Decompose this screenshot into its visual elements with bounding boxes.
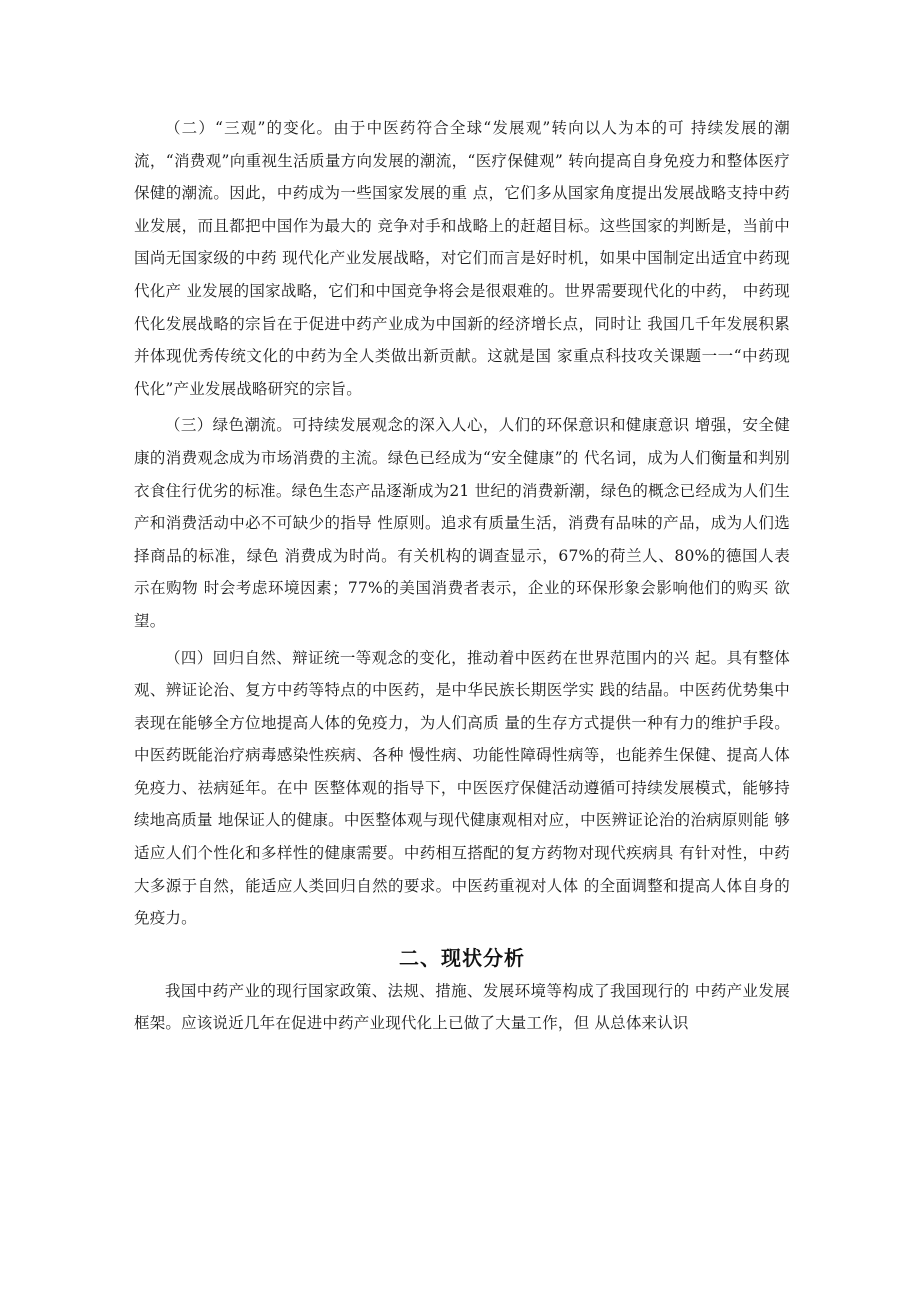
section-heading: 二、现状分析	[399, 945, 525, 970]
paragraph-status-analysis: 我国中药产业的现行国家政策、法规、措施、发展环境等构成了我国现行的 中药产业发展框架。应该说近几年在促进中药产业现代化上已做了大量工作，但 从总体来认识	[134, 981, 790, 1033]
document-body	[134, 112, 790, 1040]
paragraph-three-views: （二）“三观”的变化。由于中医药符合全球“发展观”转向以人为本的可 持续发展的潮流，“消费观”向重视生活质量方向发展的潮流，“医疗保健观” 转向提高自身免疫力和整体医疗保健的潮流。因此，中药成为一些国家发展的重 点，它们多从国家角度提出发展战略支持中药业发展，而且都把中国作为最大的 竞争对手和战略上的赶超目标。这些国家的判断是，当前中国尚无国家级的中药 现代化产业发展战略，对它们而言是好时机，如果中国制定出适宜中药现代化产 业发展的国家战略，它们和中国竞争将会是很艰难的。世界需要现代化的中药， 中药现代化发展战略的宗旨在于促进中药产业成为中国新的经济增长点，同时让 我国几千年发展积累并体现优秀传统文化的中药为全人类做出新贡献。这就是国 家重点科技攻关课题一一“中药现代化”产业发展战略研究的宗旨。	[134, 119, 790, 398]
paragraph-green-trend: （三）绿色潮流。可持续发展观念的深入人心，人们的环保意识和健康意识 增强，安全健康的消费观念成为市场消费的主流。绿色已经成为“安全健康”的 代名词，成为人们衡量和判别衣食住行优劣的标准。绿色生态产品逐渐成为21 世纪的消费新潮，绿色的概念已经成为人们生产和消费活动中必不可缺少的指导 性原则。追求有质量生活，消费有品味的产品，成为人们选择商品的标准，绿色 消费成为时尚。有关机构的调查显示，67%的荷兰人、80%的德国人表示在购物 时会考虑环境因素；77%的美国消费者表示，企业的环保形象会影响他们的购买 欲望。	[134, 416, 790, 630]
paragraph-return-to-nature: （四）回归自然、辩证统一等观念的变化，推动着中医药在世界范围内的兴 起。具有整体观、辨证论治、复方中药等特点的中医药，是中华民族长期医学实 践的结晶。中医药优势集中表现在能够全方位地提高人体的免疫力，为人们高质 量的生存方式提供一种有力的维护手段。中医药既能治疗病毒感染性疾病、各种 慢性病、功能性障碍性病等，也能养生保健、提高人体免疫力、祛病延年。在中 医整体观的指导下，中医医疗保健活动遵循可持续发展模式，能够持续地高质量 地保证人的健康。中医整体观与现代健康观相对应，中医辨证论治的治病原则能 够适应人们个性化和多样性的健康需要。中药相互搭配的复方药物对现代疾病具 有针对性，中药大多源于自然，能适应人类回归自然的要求。中医药重视对人体 的全面调整和提高人体自身的免疫力。	[134, 648, 790, 928]
